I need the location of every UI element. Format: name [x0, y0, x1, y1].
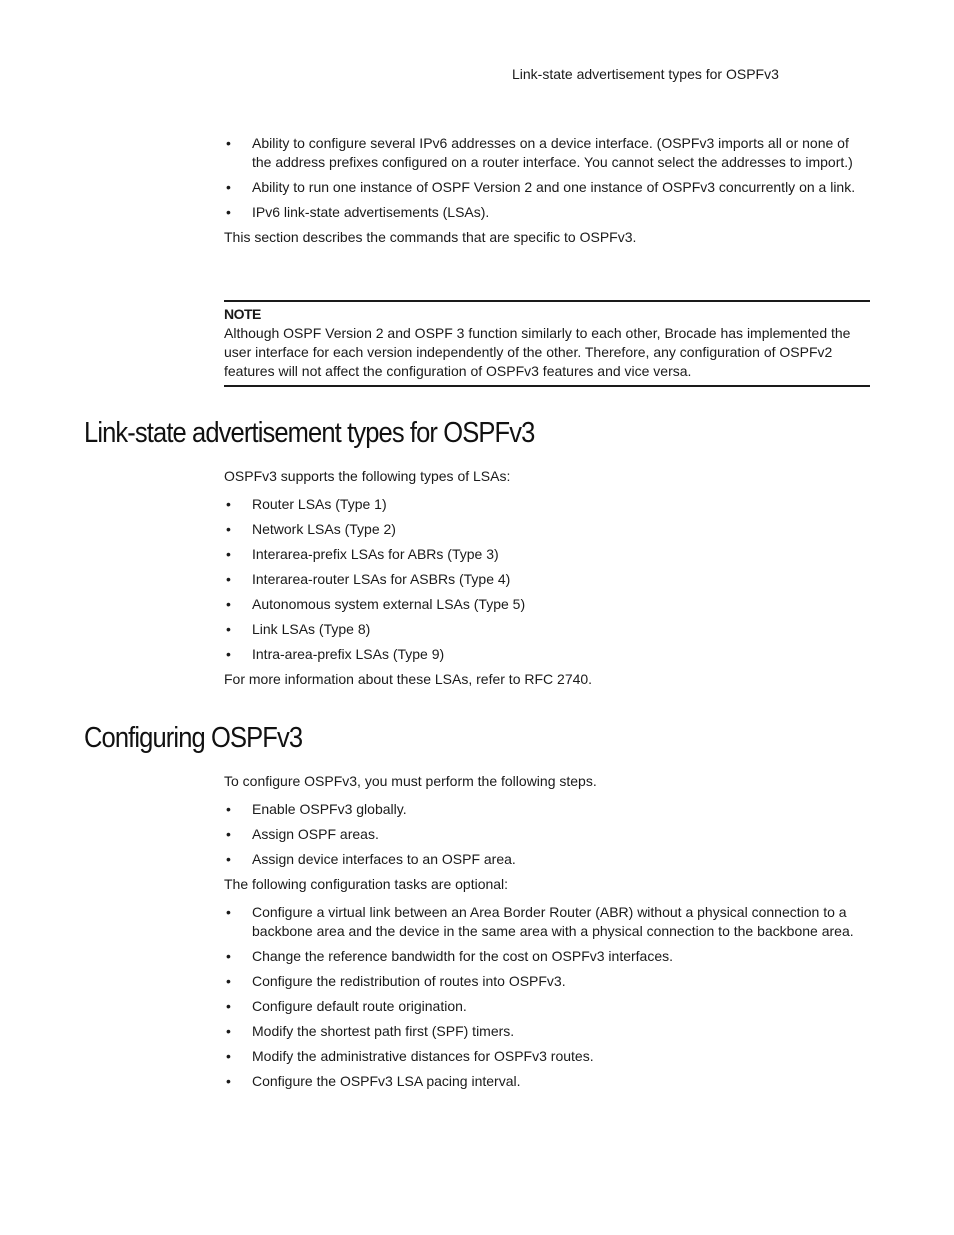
list-item: • Intra-area-prefix LSAs (Type 9) — [224, 645, 870, 664]
lsa-intro-text: OSPFv3 supports the following types of LSAs: — [224, 468, 511, 484]
list-item: • Interarea-router LSAs for ASBRs (Type 4) — [224, 570, 870, 589]
list-item: • Modify the administrative distances for OSPFv3 routes. — [224, 1047, 870, 1066]
lsa-closing-text: For more information about these LSAs, refer to RFC 2740. — [224, 671, 593, 687]
intro-block — [224, 134, 870, 253]
list-item: • Configure the redistribution of routes into OSPFv3. — [224, 972, 870, 991]
list-item: • Interarea-prefix LSAs for ABRs (Type 3) — [224, 545, 870, 564]
list-item: • Modify the shortest path first (SPF) timers. — [224, 1022, 870, 1041]
config-section-heading: Configuring OSPFv3 — [84, 722, 303, 754]
intro-bullet-list — [224, 134, 870, 222]
list-item: • Autonomous system external LSAs (Type 5) — [224, 595, 870, 614]
list-item: • Router LSAs (Type 1) — [224, 495, 870, 514]
optional-steps-list — [224, 903, 870, 1091]
lsa-section-heading: Link-state advertisement types for OSPFv3 — [84, 417, 535, 449]
note-label: NOTE — [224, 306, 261, 322]
list-item: • Network LSAs (Type 2) — [224, 520, 870, 539]
optional-intro-text: The following configuration tasks are optional: — [224, 876, 509, 892]
list-item: • Assign device interfaces to an OSPF area. — [224, 850, 870, 869]
list-item: • Enable OSPFv3 globally. — [224, 800, 870, 819]
config-intro-text: To configure OSPFv3, you must perform the following steps. — [224, 773, 597, 789]
list-item: • Link LSAs (Type 8) — [224, 620, 870, 639]
lsa-bullet-list — [224, 495, 870, 664]
list-item: • Ability to configure several IPv6 addresses on a device interface. (OSPFv3 imports all or none of the address prefixes configured on a router interface. You cannot select the addresses to import.) — [224, 134, 870, 172]
list-item: • Ability to run one instance of OSPF Version 2 and one instance of OSPFv3 concurrently on a link. — [224, 178, 870, 197]
list-item: • Configure default route origination. — [224, 997, 870, 1016]
list-item: • Configure the OSPFv3 LSA pacing interval. — [224, 1072, 870, 1091]
note-box — [224, 300, 870, 387]
running-header: Link-state advertisement types for OSPFv3 — [512, 66, 779, 82]
lsa-section-body — [224, 467, 870, 695]
config-section-body — [224, 772, 870, 1097]
list-item: • IPv6 link-state advertisements (LSAs). — [224, 203, 870, 222]
list-item: • Assign OSPF areas. — [224, 825, 870, 844]
intro-closing-text: This section describes the commands that are specific to OSPFv3. — [224, 229, 637, 245]
required-steps-list — [224, 800, 870, 869]
note-text: Although OSPF Version 2 and OSPF 3 function similarly to each other, Brocade has implemented the user interface for each version independently of the other. Therefore, any configuration of OSPFv2 features will not affect the configuration of OSPFv3 features and vice versa. — [224, 325, 851, 379]
list-item: • Change the reference bandwidth for the cost on OSPFv3 interfaces. — [224, 947, 870, 966]
list-item: • Configure a virtual link between an Area Border Router (ABR) without a physical connection to a backbone area and the device in the same area with a physical connection to the backbone area. — [224, 903, 870, 941]
